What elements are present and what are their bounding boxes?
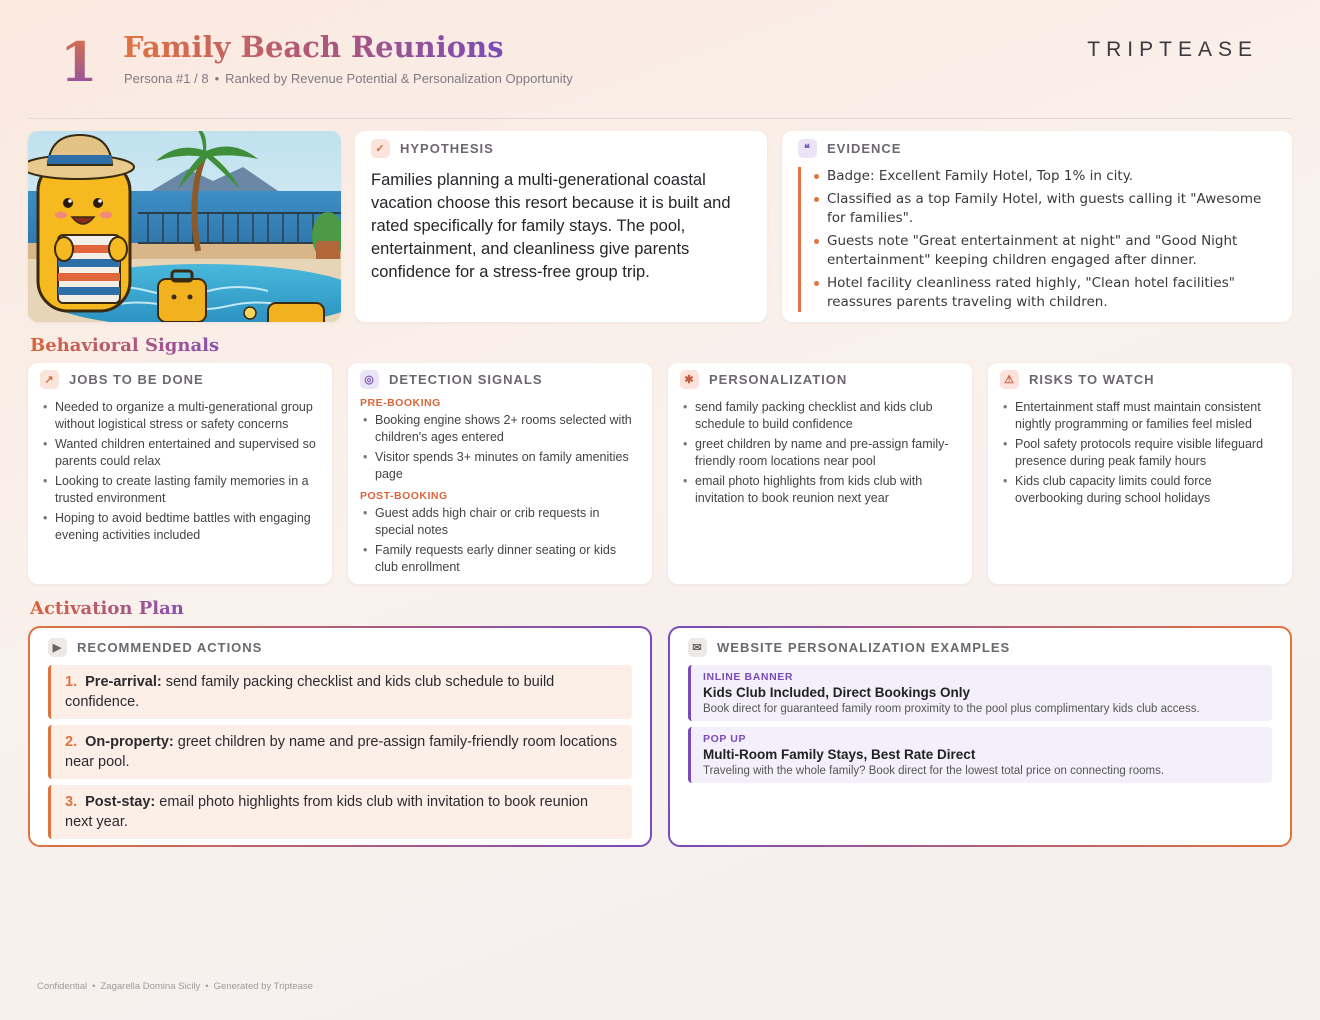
hypothesis-text: Families planning a multi-generational coastal vacation choose this resort because it is built and rated specifically for family stays. The pool, entertainment, and cleanliness give parents confidence for a stress-free group trip.: [371, 171, 731, 281]
ranking-text: Ranked by Revenue Potential & Personalization Opportunity: [225, 71, 573, 86]
beach-mascot-image: [28, 131, 341, 322]
sparkle-icon: ✱: [680, 370, 699, 389]
list-item: • Guest adds high chair or crib requests in special notes: [360, 505, 640, 538]
list-item: • Wanted children entertained and supervised so parents could relax: [40, 436, 320, 469]
detection-label: DETECTION SIGNALS: [389, 372, 543, 387]
action-text: email photo highlights from kids club with invitation to book reunion next year.: [65, 794, 589, 830]
action-number: 1.: [65, 674, 78, 690]
risks-list: [1000, 399, 1280, 506]
persona-number: 1: [60, 30, 98, 94]
detection-signals-card: [348, 363, 652, 584]
footer-generated: Generated by Triptease: [213, 981, 313, 992]
page-subtitle: Persona #1 / 8 • Ranked by Revenue Potential & Personalization Opportunity: [124, 71, 573, 86]
hypothesis-card: [355, 131, 767, 322]
example-description: Traveling with the whole family? Book direct for the lowest total price on connecting rooms.: [703, 765, 1165, 777]
post-booking-label: POST-BOOKING: [360, 490, 448, 502]
jobs-list: [40, 399, 320, 543]
action-number: 3.: [65, 794, 78, 810]
jobs-to-be-done-card: [28, 363, 332, 584]
recommended-actions-panel: [28, 626, 652, 847]
personalization-header: [680, 370, 960, 389]
personalization-card: [668, 363, 972, 584]
action-key: Post-stay:: [85, 794, 156, 810]
list-item: • greet children by name and pre-assign family-friendly room locations near pool: [680, 436, 960, 469]
header-divider: [28, 118, 1292, 119]
brand-logo: TRIPTEASE: [1087, 38, 1258, 61]
hypothesis-label: HYPOTHESIS: [400, 141, 494, 156]
risks-header: [1000, 370, 1280, 389]
hero-illustration: [28, 131, 341, 322]
example-headline: Kids Club Included, Direct Bookings Only: [703, 685, 971, 700]
play-icon: ▶: [48, 638, 67, 657]
personalization-label: PERSONALIZATION: [709, 372, 848, 387]
mail-icon: ✉: [688, 638, 707, 657]
evidence-list: [798, 167, 1276, 312]
list-item: • email photo highlights from kids club with invitation to book reunion next year: [680, 473, 960, 506]
action-item: [48, 665, 632, 719]
action-key: Pre-arrival:: [85, 674, 162, 690]
jobs-header: [40, 370, 320, 389]
risks-card: [988, 363, 1292, 584]
evidence-header: [798, 139, 1276, 158]
warning-icon: ⚠: [1000, 370, 1019, 389]
hypothesis-header: [371, 139, 751, 158]
list-item: • Visitor spends 3+ minutes on family amenities page: [360, 449, 640, 482]
actions-header: [48, 638, 632, 657]
action-item: [48, 785, 632, 839]
inline-banner-example: [688, 665, 1272, 721]
action-number: 2.: [65, 734, 78, 750]
risks-label: RISKS TO WATCH: [1029, 372, 1155, 387]
footer-confidential: Confidential: [37, 981, 88, 992]
list-item: • Entertainment staff must maintain consistent nightly programming or families feel misled: [1000, 399, 1280, 432]
personalization-list: [680, 399, 960, 506]
action-item: [48, 725, 632, 779]
evidence-item: Guests note "Great entertainment at night" and "Good Night entertainment" keeping children engaged after dinner.: [813, 232, 1276, 270]
list-item: • Hoping to avoid bedtime battles with engaging evening activities included: [40, 510, 320, 543]
list-item: • Booking engine shows 2+ rooms selected with children's ages entered: [360, 412, 640, 445]
jobs-label: JOBS TO BE DONE: [69, 372, 204, 387]
evidence-label: EVIDENCE: [827, 141, 902, 156]
footer-hotel: Zagarella Domina Sicily: [100, 981, 201, 992]
example-type: POP UP: [703, 733, 747, 745]
website-header: [688, 638, 1272, 657]
action-text: greet children by name and pre-assign family-friendly room locations near pool.: [65, 734, 617, 770]
action-key: On-property:: [85, 734, 174, 750]
page-footer: Confidential • Zagarella Domina Sicily • Generated by Triptease: [37, 981, 313, 992]
evidence-item: Badge: Excellent Family Hotel, Top 1% in city.: [813, 167, 1276, 186]
behavioral-signals-heading: Behavioral Signals: [30, 335, 220, 356]
evidence-item: Hotel facility cleanliness rated highly, "Clean hotel facilities" reassures parents traveling with children.: [813, 274, 1276, 312]
quote-icon: ❝: [798, 139, 817, 158]
evidence-card: [782, 131, 1292, 322]
actions-label: RECOMMENDED ACTIONS: [77, 640, 263, 655]
check-icon: ✓: [371, 139, 390, 158]
list-item: • send family packing checklist and kids club schedule to build confidence: [680, 399, 960, 432]
website-label: WEBSITE PERSONALIZATION EXAMPLES: [717, 640, 1011, 655]
popup-example: [688, 727, 1272, 783]
action-text: send family packing checklist and kids club schedule to build confidence.: [65, 674, 555, 710]
example-description: Book direct for guaranteed family room proximity to the pool plus complimentary kids club access.: [703, 703, 1200, 715]
list-item: • Pool safety protocols require visible lifeguard presence during peak family hours: [1000, 436, 1280, 469]
list-item: • Needed to organize a multi-generational group without logistical stress or safety concerns: [40, 399, 320, 432]
pre-booking-label: PRE-BOOKING: [360, 397, 441, 409]
page-title: Family Beach Reunions: [123, 30, 504, 64]
example-headline: Multi-Room Family Stays, Best Rate Direct: [703, 747, 976, 762]
persona-index: Persona #1 / 8: [124, 71, 209, 86]
list-item: • Looking to create lasting family memories in a trusted environment: [40, 473, 320, 506]
activation-plan-heading: Activation Plan: [30, 598, 184, 619]
trend-arrow-icon: ↗: [40, 370, 59, 389]
detection-header: [360, 370, 640, 389]
target-icon: ◎: [360, 370, 379, 389]
list-item: • Family requests early dinner seating or kids club enrollment: [360, 542, 640, 575]
website-personalization-panel: [668, 626, 1292, 847]
example-type: INLINE BANNER: [703, 671, 794, 683]
evidence-item: Classified as a top Family Hotel, with guests calling it "Awesome for families".: [813, 190, 1276, 228]
list-item: • Kids club capacity limits could force overbooking during school holidays: [1000, 473, 1280, 506]
page-header: [0, 0, 1320, 120]
